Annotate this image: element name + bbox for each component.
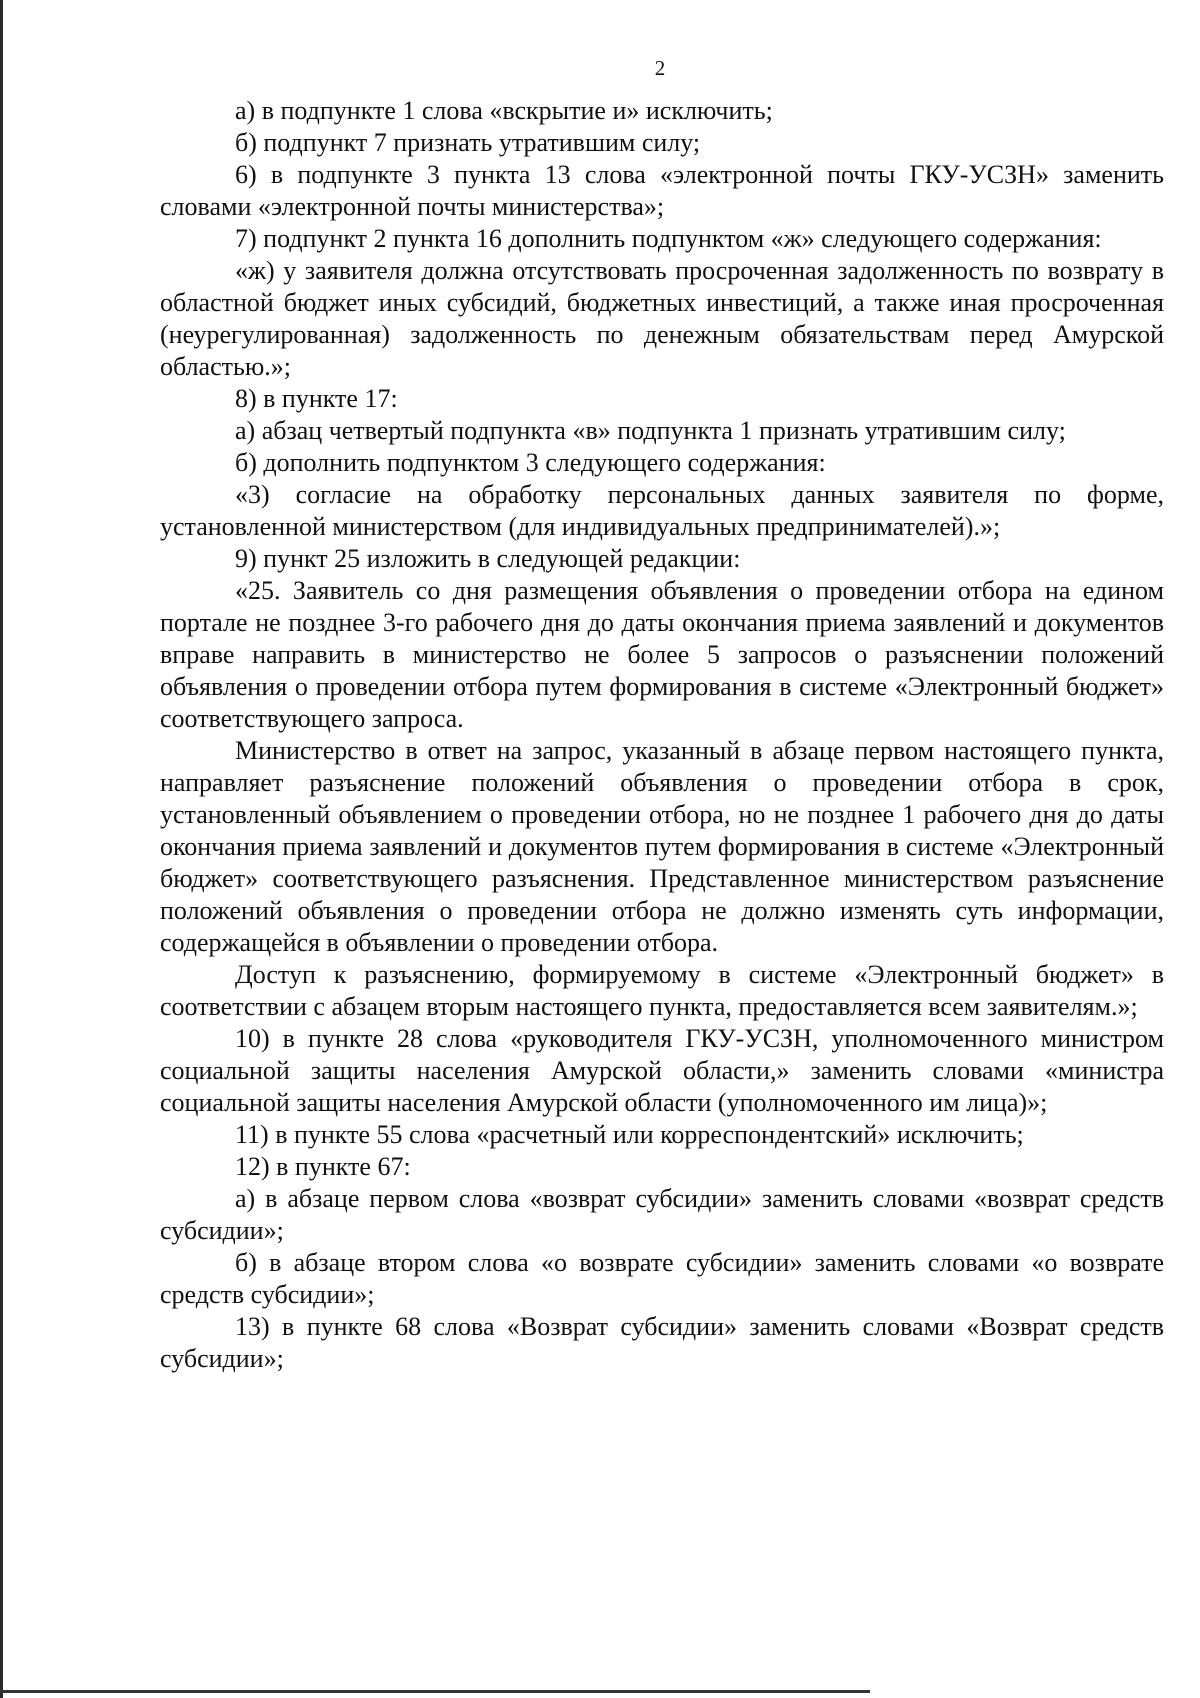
paragraph: 13) в пункте 68 слова «Возврат субсидии» заменить словами «Возврат средств субсидии»; — [160, 1312, 1164, 1373]
paragraph: «ж) у заявителя должна отсутствовать просроченная задолженность по возврату в областной бюджет иных субсидий, бюджетных инвестиций, а также иная просроченная (неурегулированная) задолженность по денежным обязательствам перед Амурской областью.»; — [160, 256, 1164, 381]
paragraph: Доступ к разъяснению, формируемому в системе «Электронный бюджет» в соответствии с абзацем вторым настоящего пункта, предоставляется всем заявителям.»; — [160, 960, 1164, 1021]
paragraph: 7) подпункт 2 пункта 16 дополнить подпунктом «ж» следующего содержания: — [235, 224, 1102, 253]
paragraph: б) в абзаце втором слова «о возврате субсидии» заменить словами «о возврате средств субсидии»; — [160, 1248, 1164, 1309]
paragraph: а) в абзаце первом слова «возврат субсидии» заменить словами «возврат средств субсидии»; — [160, 1184, 1164, 1245]
paragraph: «25. Заявитель со дня размещения объявления о проведении отбора на едином портале не позднее 3-го рабочего дня до даты окончания приема заявлений и документов вправе направить в министерство не более 5 запросов о разъяснении положений объявления о проведении отбора путем формирования в системе «Электронный бюджет» соответствующего запроса. — [160, 576, 1164, 733]
paragraph: а) абзац четвертый подпункта «в» подпункта 1 признать утратившим силу; — [235, 416, 1066, 445]
scan-edge-bottom — [0, 1690, 870, 1693]
paragraph: 6) в подпункте 3 пункта 13 слова «электронной почты ГКУ-УСЗН» заменить словами «электронной почты министерства»; — [160, 160, 1164, 221]
paragraph: б) дополнить подпунктом 3 следующего содержания: — [235, 448, 826, 477]
paragraph: 11) в пункте 55 слова «расчетный или корреспондентский» исключить; — [235, 1120, 1024, 1149]
page-number: 2 — [654, 56, 666, 80]
paragraph: 8) в пункте 17: — [235, 384, 398, 413]
paragraph: 12) в пункте 67: — [235, 1152, 411, 1181]
paragraph: «3) согласие на обработку персональных данных заявителя по форме, установленной министерством (для индивидуальных предпринимателей).»; — [160, 480, 1164, 541]
scan-edge-left — [0, 0, 3, 1698]
paragraph: 10) в пункте 28 слова «руководителя ГКУ-УСЗН, уполномоченного министром социальной защиты населения Амурской области,» заменить словами «министра социальной защиты населения Амурской области (уполномоченного им лица)»; — [160, 1024, 1164, 1117]
document-body — [160, 95, 1164, 1375]
paragraph: 9) пункт 25 изложить в следующей редакции: — [235, 544, 741, 573]
paragraph: а) в подпункте 1 слова «вскрытие и» исключить; — [235, 96, 773, 125]
paragraph: Министерство в ответ на запрос, указанный в абзаце первом настоящего пункта, направляет разъяснение положений объявления о проведении отбора в срок, установленный объявлением о проведении отбора, но не позднее 1 рабочего дня до даты окончания приема заявлений и документов путем формирования в системе «Электронный бюджет» соответствующего разъяснения. Представленное министерством разъяснение положений объявления о проведении отбора не должно изменять суть информации, содержащейся в объявлении о проведении отбора. — [160, 736, 1164, 957]
paragraph: б) подпункт 7 признать утратившим силу; — [235, 128, 701, 157]
